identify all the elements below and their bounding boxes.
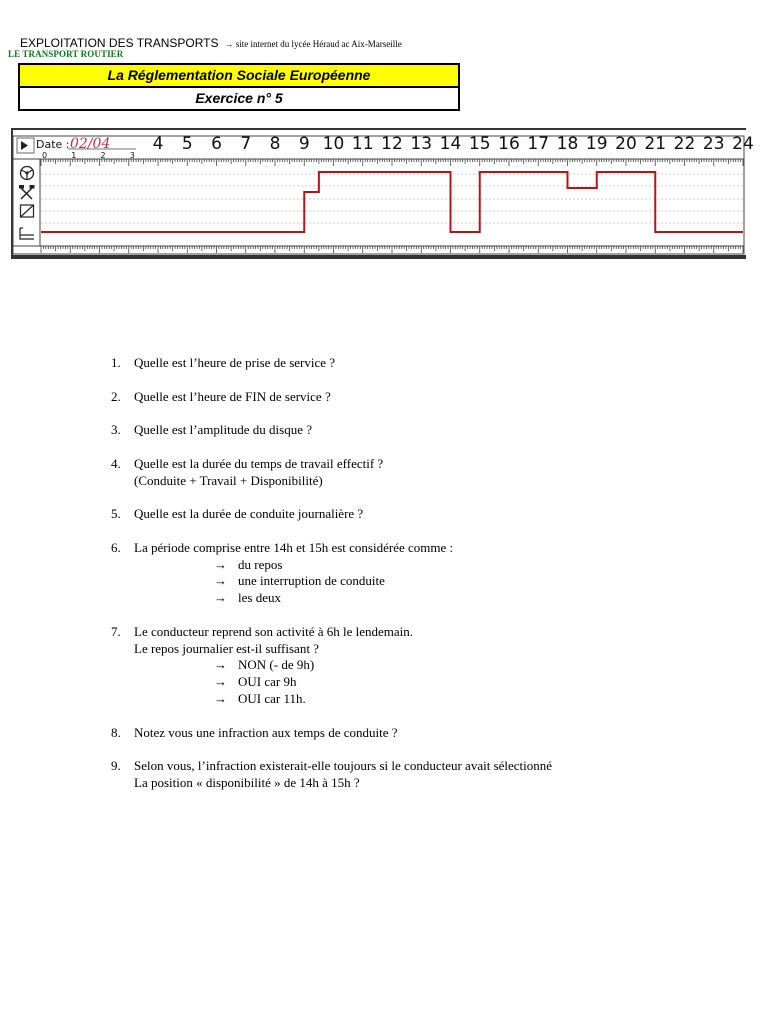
hour-label: 5 (181, 134, 193, 154)
question-text: Notez vous une infraction aux temps de conduite ? (134, 724, 398, 740)
hour-label: 22 (673, 134, 696, 154)
question-text: Quelle est l’heure de prise de service ? (134, 355, 336, 370)
date-label: Date : (36, 138, 70, 151)
hour-label: 14 (439, 134, 462, 154)
question-number: 3. (111, 422, 121, 438)
hour-label: 17 (527, 134, 550, 154)
question-text: La période comprise entre 14h et 15h est considérée comme : (134, 539, 454, 555)
hour-label: 24 (732, 134, 754, 154)
question-number: 6. (111, 539, 121, 555)
tachograph-disk-strip (11, 128, 754, 259)
answer-option (134, 557, 552, 574)
question-text: Quelle est la durée de conduite journalière ? (134, 506, 364, 522)
answer-option-text: OUI car 11h. (238, 690, 306, 706)
question-list (111, 355, 552, 809)
question-item (111, 540, 552, 607)
exercise-title: Exercice n° 5 (20, 88, 458, 109)
question-item (111, 506, 552, 523)
question-item (111, 758, 552, 792)
question-item (111, 422, 552, 439)
answer-option (134, 657, 552, 674)
question-item (111, 389, 552, 406)
question-text: (Conduite + Travail + Disponibilité) (134, 472, 323, 488)
answer-option-text: une interruption de conduite (238, 573, 385, 589)
question-item (111, 624, 552, 708)
hour-label: 11 (351, 134, 374, 154)
arrow-right-icon: → (214, 556, 227, 572)
question-number: 1. (111, 355, 121, 370)
hour-label-small: 1 (71, 151, 77, 160)
hour-label: 7 (240, 134, 252, 154)
hour-label: 10 (322, 134, 345, 154)
hour-label: 6 (211, 134, 222, 154)
hour-label: 19 (585, 134, 608, 154)
arrow-right-icon: → (214, 657, 227, 673)
hour-label-small: 0 (42, 151, 48, 160)
answer-option (134, 573, 552, 590)
question-text: Quelle est la durée du temps de travail effectif ? (134, 455, 384, 471)
hour-label: 8 (269, 134, 281, 154)
answer-option (134, 691, 552, 708)
question-text: Le repos journalier est-il suffisant ? (134, 640, 319, 656)
question-text: Quelle est l’amplitude du disque ? (134, 422, 312, 438)
hour-label: 20 (615, 134, 637, 154)
hour-label-small: 2 (100, 151, 106, 160)
hour-label: 13 (410, 134, 433, 154)
arrow-right-icon: → (214, 573, 227, 589)
hour-label: 12 (381, 134, 403, 154)
answer-option-text: les deux (238, 590, 281, 606)
hour-label: 16 (498, 134, 520, 154)
hour-label: 23 (702, 134, 725, 154)
hour-label: 21 (644, 134, 667, 154)
header-site-note: → site internet du lycée Héraud ac Aix-Marseille (224, 39, 402, 49)
question-item (111, 725, 552, 742)
title-box (18, 63, 460, 111)
hour-label: 15 (468, 134, 491, 154)
answer-option (134, 674, 552, 691)
date-value: 02/04 (70, 136, 111, 152)
arrow-right-icon: → (214, 690, 227, 706)
answer-option-text: OUI car 9h (238, 674, 297, 690)
arrow-right-icon: → (214, 674, 227, 690)
question-text: Selon vous, l’infraction existerait-elle toujours si le conducteur avait sélectionné (134, 758, 553, 774)
document-title: La Réglementation Sociale Européenne (20, 65, 458, 88)
hour-label: 9 (298, 134, 310, 154)
question-text: Le conducteur reprend son activité à 6h le lendemain. (134, 623, 414, 639)
hour-label: 4 (152, 134, 164, 154)
question-item (111, 355, 552, 372)
hour-label: 18 (556, 134, 579, 154)
question-number: 9. (111, 758, 121, 774)
hour-label-small: 3 (129, 151, 135, 160)
question-text: Quelle est l’heure de FIN de service ? (134, 388, 331, 404)
answer-option-text: NON (- de 9h) (238, 657, 315, 673)
question-item (111, 456, 552, 490)
question-number: 2. (111, 388, 121, 404)
answer-option-text: du repos (238, 556, 283, 572)
question-number: 5. (111, 506, 121, 522)
arrow-right-icon: → (214, 590, 227, 606)
question-number: 7. (111, 623, 121, 639)
question-number: 8. (111, 724, 121, 740)
header-subtitle: LE TRANSPORT ROUTIER (8, 49, 124, 59)
question-text: La position « disponibilité » de 14h à 15h ? (134, 774, 360, 790)
answer-option (134, 590, 552, 607)
question-number: 4. (111, 455, 121, 471)
header-title: EXPLOITATION DES TRANSPORTS (20, 36, 219, 50)
